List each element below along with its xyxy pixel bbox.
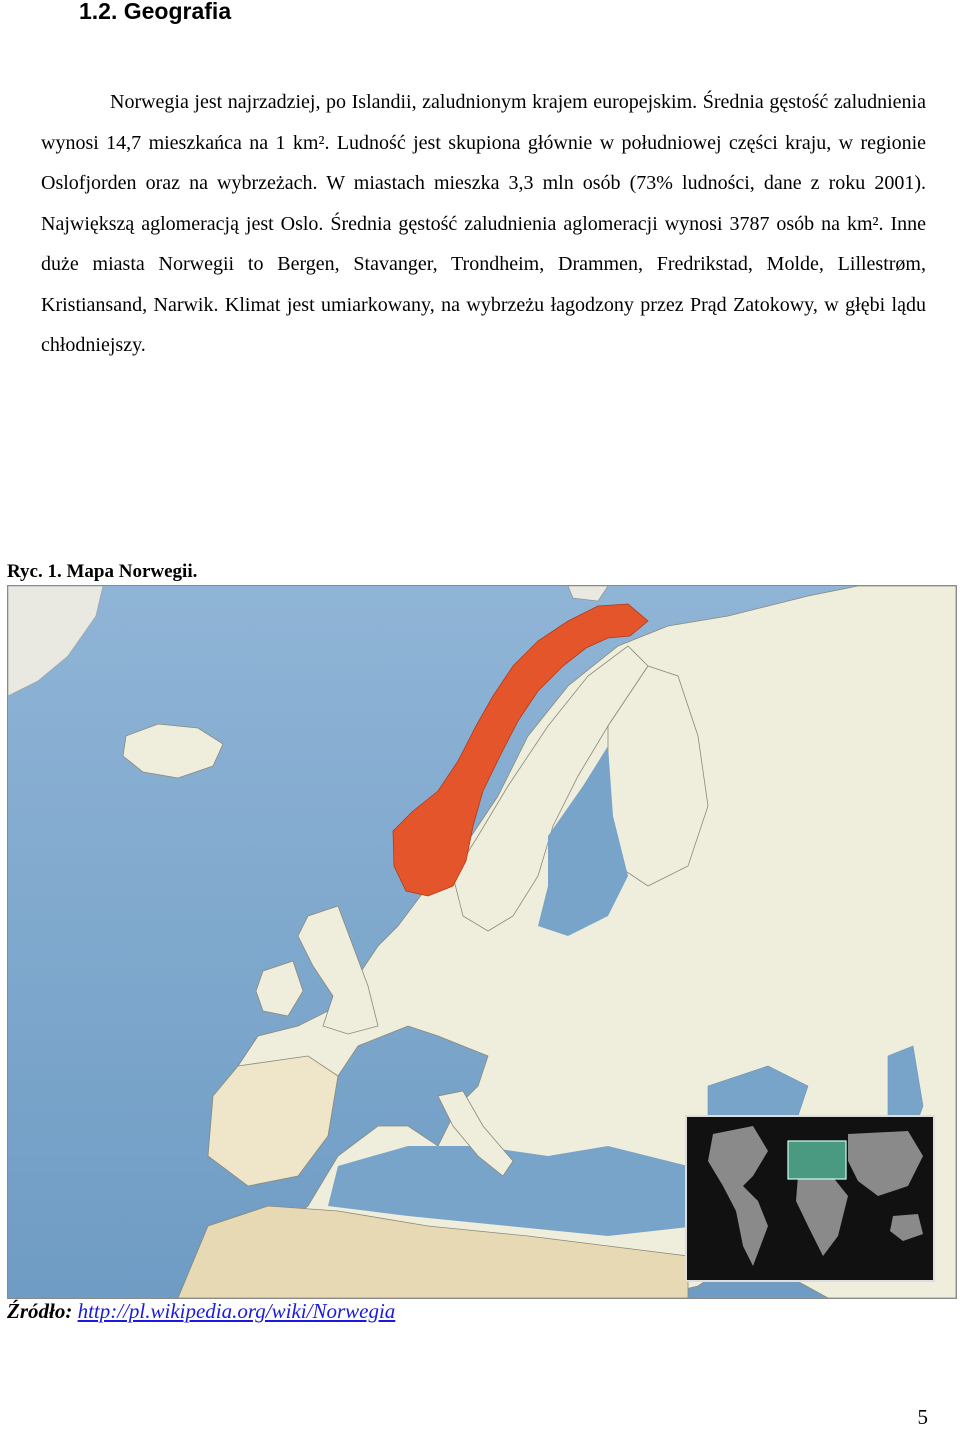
source-label: Źródło: [7,1299,73,1323]
inset-europe-frame [788,1141,846,1179]
section-heading: 1.2. Geografia [79,0,232,24]
source-line [7,1296,395,1326]
source-link[interactable]: http://pl.wikipedia.org/wiki/Norwegia [77,1299,396,1323]
europe-map [7,585,957,1299]
europe-map-svg [8,586,956,1298]
body-paragraph: Norwegia jest najrzadziej, po Islandii, zaludnionym krajem europejskim. Średnia gęstość zaludnienia wynosi 14,7 mieszkańca na 1 km². Ludność jest skupiona głównie w południowej części kraju, w regionie Oslofjorden oraz na wybrzeżach. W miastach mieszka 3,3 mln osób (73% ludności, dane z roku 2001). Największą aglomeracją jest Oslo. Średnia gęstość zaludnienia aglomeracji wynosi 3787 osób na km². Inne duże miasta Norwegii to Bergen, Stavanger, Trondheim, Drammen, Fredrikstad, Molde, Lillestrøm, Kristiansand, Narwik. Klimat jest umiarkowany, na wybrzeżu łagodzony przez Prąd Zatokowy, w głębi lądu chłodniejszy. [41,91,926,356]
figure-caption: Ryc. 1. Mapa Norwegii. [7,561,198,582]
world-inset [686,1116,934,1281]
page-number: 5 [917,1405,928,1429]
